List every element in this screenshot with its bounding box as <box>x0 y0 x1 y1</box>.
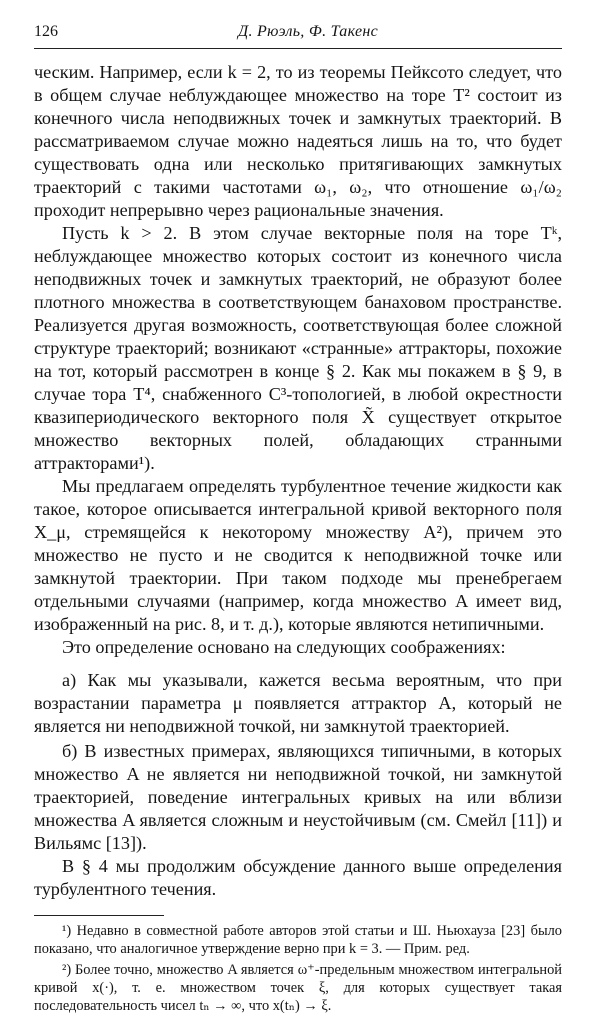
paragraph-closing: В § 4 мы продолжим обсуждение данного выше определения турбулентного течения. <box>34 856 562 899</box>
list-item-b: б) В известных примерах, являющихся типичными, в которых множество A не является ни неподвижной точкой, ни замкнутой траекторией, поведение интегральных кривых на или вблизи множества A является сложным и неустойчивым (см. Смейл [11]) и Вильямс [13]). <box>34 741 562 853</box>
paragraph-k-greater-2: Пусть k > 2. В этом случае векторные поля на торе Tᵏ, неблуждающее множество которых состоит из конечного числа неподвижных точек и замкнутых траекторий, не образуют более плотного множества в соответствующем банаховом пространстве. Реализуется другая возможность, соответствующая более сложной структуре траекторий; возникают «странные» аттракторы, похожие на тот, который рассмотрен в конце § 2. Как мы покажем в § 9, в случае тора T⁴, снабженного C³-топологией, в любой окрестности квазипериодического векторного поля X̃ существует открытое множество векторных полей, обладающих странными аттракторами¹). <box>34 223 562 473</box>
book-page <box>34 22 562 1015</box>
running-head: Д. Рюэль, Ф. Такенс <box>237 23 379 40</box>
paragraph-turbulence-definition: Мы предлагаем определять турбулентное течение жидкости как такое, которое описывается интегральной кривой векторного поля X_μ, стремящейся к некоторому множеству A²), причем это множество не пусто и не сводится к неподвижной точке или замкнутой траектории. При таком подходе мы пренебрегаем отдельными случаями (например, когда множество A имеет вид, изображенный на рис. 8, и т. д.), которые являются нетипичными. <box>34 476 562 634</box>
page-header <box>34 22 562 49</box>
footnote-1: ¹) Недавно в совместной работе авторов этой статьи и Ш. Ньюхауза [23] было показано, что аналогичное утверждение верно при k = 3. — Прим. ред. <box>34 923 562 957</box>
main-text <box>34 61 562 901</box>
list-item-a: а) Как мы указывали, кажется весьма вероятным, что при возрастании параметра μ появляется аттрактор A, который не является ни неподвижной точкой, ни замкнутой траекторией. <box>34 670 562 736</box>
paragraph-considerations-intro: Это определение основано на следующих соображениях: <box>62 637 506 657</box>
footnote-rule <box>34 915 164 916</box>
page-number: 126 <box>34 23 58 40</box>
footnote-2: ²) Более точно, множество A является ω⁺-предельным множеством интегральной кривой x(·), т. е. множеством точек ξ, для которых существует такая последовательность чисел tₙ → ∞, что x(tₙ) → ξ. <box>34 962 562 1014</box>
paragraph-continuation: ческим. Например, если k = 2, то из теоремы Пейксото следует, что в общем случае неблуждающее множество на торе T² состоит из конечного числа неподвижных точек и замкнутых траекторий. В рассматриваемом случае можно надеяться лишь на то, что будет существовать одна или несколько притягивающих замкнутых траекторий с такими частотами ω₁, ω₂, что отношение ω₁/ω₂ проходит непрерывно через рациональные значения. <box>34 62 562 220</box>
considerations-list <box>34 669 562 855</box>
footnotes <box>34 922 562 1015</box>
